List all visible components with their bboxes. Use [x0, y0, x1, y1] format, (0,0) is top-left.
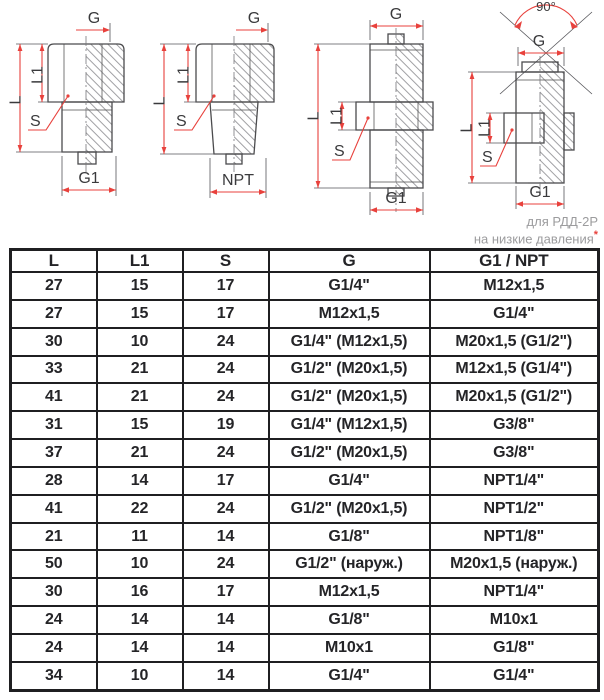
table-row	[11, 662, 599, 691]
table-cell: G1/4"	[269, 662, 430, 691]
dimension-g	[236, 10, 268, 42]
table-cell: G1/4"	[269, 467, 430, 495]
dim-label-g: G	[389, 6, 403, 23]
table-cell: M10x1	[269, 634, 430, 662]
table-cell: 27	[11, 300, 97, 328]
dim-label-s: S	[482, 149, 493, 166]
table-cell: 16	[97, 578, 183, 606]
header-cell: S	[183, 250, 269, 273]
note-asterisk: *	[593, 229, 598, 242]
table-row	[11, 328, 599, 356]
dimension-g1	[516, 184, 564, 209]
table-cell: 24	[183, 356, 269, 384]
table-cell: 50	[11, 550, 97, 578]
table-cell: 24	[183, 383, 269, 411]
table-cell: G1/8"	[430, 634, 599, 662]
low-pressure-note	[420, 214, 598, 247]
fitting-body	[196, 36, 274, 172]
table-cell: 34	[11, 662, 97, 691]
table-cell: NPT1/4"	[430, 467, 599, 495]
table-cell: G1/4"	[430, 662, 599, 691]
fitting-body	[504, 56, 574, 192]
dim-label-l: L	[151, 96, 169, 106]
dim-label-g1: G1	[529, 184, 551, 201]
table-header-row	[11, 250, 599, 273]
table-cell: G1/2" (наруж.)	[269, 550, 430, 578]
table-cell: 33	[11, 356, 97, 384]
table-row	[11, 606, 599, 634]
table-cell: 17	[183, 272, 269, 300]
header-cell: L	[11, 250, 97, 273]
table-cell: 21	[97, 356, 183, 384]
table-cell: 30	[11, 578, 97, 606]
table-cell: M12x1,5	[269, 300, 430, 328]
dimension-l1	[477, 113, 504, 143]
dim-label-g: G	[247, 10, 261, 27]
dimension-l	[306, 44, 388, 188]
table-cell: G1/2" (M20x1,5)	[269, 383, 430, 411]
table-cell: 21	[11, 523, 97, 551]
dim-label-l: L	[7, 95, 25, 105]
table-row	[11, 356, 599, 384]
dim-label-l1: L1	[175, 66, 193, 84]
table-cell: G1/2" (M20x1,5)	[269, 439, 430, 467]
table-cell: 30	[11, 328, 97, 356]
table-cell: G1/8"	[269, 606, 430, 634]
table-cell: 24	[11, 606, 97, 634]
table-cell: G3/8"	[430, 439, 599, 467]
table-cell: M20x1,5 (G1/2")	[430, 328, 599, 356]
table-row	[11, 300, 599, 328]
table-cell: 37	[11, 439, 97, 467]
table-cell: 14	[183, 523, 269, 551]
table-cell: M20x1,5 (наруж.)	[430, 550, 599, 578]
dimension-g	[518, 33, 564, 66]
dimension-l1	[176, 44, 210, 102]
dim-label-l: L	[305, 111, 323, 121]
dim-label-l: L	[458, 123, 476, 133]
table-cell: G1/4" (M12x1,5)	[269, 328, 430, 356]
dim-label-npt: NPT	[222, 172, 254, 189]
table-cell: 11	[97, 523, 183, 551]
table-cell: 21	[97, 383, 183, 411]
dim-label-l1: L1	[476, 119, 494, 137]
table-cell: G1/2" (M20x1,5)	[269, 495, 430, 523]
table-cell: 27	[11, 272, 97, 300]
table-cell: 41	[11, 383, 97, 411]
table-cell: M12x1,5	[269, 578, 430, 606]
table-cell: 10	[97, 328, 183, 356]
table-cell: 21	[97, 439, 183, 467]
table-row	[11, 467, 599, 495]
table-row	[11, 411, 599, 439]
table-cell: G1/2" (M20x1,5)	[269, 356, 430, 384]
dimension-g	[76, 10, 110, 42]
dimension-l1	[329, 102, 356, 130]
dim-label-l1: L1	[29, 66, 47, 84]
table-row	[11, 439, 599, 467]
table-cell: 15	[97, 300, 183, 328]
table-cell: 17	[183, 578, 269, 606]
table-row	[11, 578, 599, 606]
table-cell: 10	[97, 662, 183, 691]
header-cell: G	[269, 250, 430, 273]
dimension-l1	[30, 44, 62, 102]
table-cell: 14	[183, 606, 269, 634]
fitting-drawing-4	[452, 0, 604, 212]
dimension-g1	[370, 190, 423, 215]
table-cell: 15	[97, 272, 183, 300]
table-cell: 15	[97, 411, 183, 439]
table-cell: 24	[11, 634, 97, 662]
table-cell: 28	[11, 467, 97, 495]
table-cell: G1/8"	[269, 523, 430, 551]
table-row	[11, 495, 599, 523]
table-cell: NPT1/2"	[430, 495, 599, 523]
table-row	[11, 550, 599, 578]
header-cell: L1	[97, 250, 183, 273]
fitting-drawing-2	[150, 6, 298, 216]
table-cell: M12x1,5	[430, 272, 599, 300]
table-cell: 24	[183, 328, 269, 356]
table-cell: 14	[97, 467, 183, 495]
leader-s	[28, 94, 70, 130]
table-cell: 24	[183, 550, 269, 578]
dim-label-s: S	[176, 113, 187, 130]
table-cell: 17	[183, 300, 269, 328]
table-row	[11, 383, 599, 411]
table-cell: 24	[183, 495, 269, 523]
table-cell: G1/4"	[269, 272, 430, 300]
note-line1: для РДД-2Р	[526, 214, 598, 229]
table-cell: NPT1/4"	[430, 578, 599, 606]
table-cell: NPT1/8"	[430, 523, 599, 551]
dimensions-table	[9, 248, 600, 692]
table-cell: 22	[97, 495, 183, 523]
note-line2: на низкие давления	[473, 231, 594, 247]
dim-label-s: S	[30, 113, 41, 130]
table-cell: 10	[97, 550, 183, 578]
table-cell: M20x1,5 (G1/2")	[430, 383, 599, 411]
table-cell: M10x1	[430, 606, 599, 634]
table-cell: 24	[183, 439, 269, 467]
dim-label-g1: G1	[78, 170, 100, 187]
table-cell: 19	[183, 411, 269, 439]
table-cell: M12x1,5 (G1/4")	[430, 356, 599, 384]
dim-label-l1: L1	[328, 107, 346, 125]
fitting-drawing-1	[6, 6, 148, 216]
table-row	[11, 523, 599, 551]
table-cell: 14	[97, 634, 183, 662]
table-row	[11, 634, 599, 662]
angle-label: 90°	[536, 0, 556, 14]
dim-label-s: S	[334, 143, 345, 160]
table-cell: 31	[11, 411, 97, 439]
table-cell: 14	[183, 662, 269, 691]
table-cell: G1/4"	[430, 300, 599, 328]
header-cell: G1 / NPT	[430, 250, 599, 273]
table-cell: 14	[183, 634, 269, 662]
dim-label-g: G	[87, 10, 101, 27]
table-cell: G1/4" (M12x1,5)	[269, 411, 430, 439]
dim-label-g1: G1	[385, 190, 407, 207]
table-cell: 41	[11, 495, 97, 523]
fitting-drawing-3	[300, 6, 450, 216]
table-row	[11, 272, 599, 300]
dim-label-g: G	[532, 33, 546, 50]
table-cell: 17	[183, 467, 269, 495]
leader-s	[174, 94, 216, 130]
table-cell: G3/8"	[430, 411, 599, 439]
table-cell: 14	[97, 606, 183, 634]
